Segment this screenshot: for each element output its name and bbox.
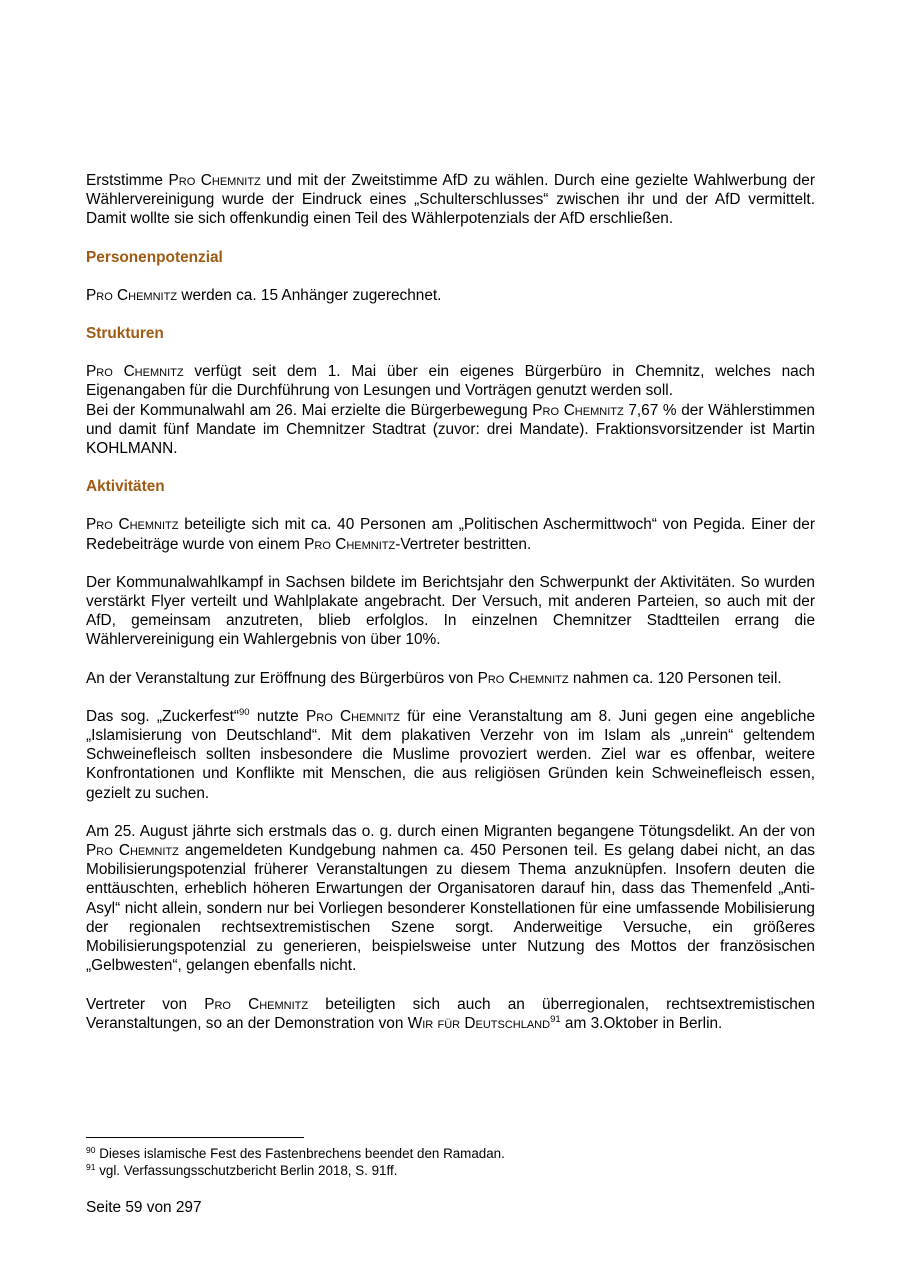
aktivitaeten-paragraph-2: Der Kommunalwahlkampf in Sachsen bildete im Berichtsjahr den Schwerpunkt der Aktivitäten. So wurden verstärkt Flyer verteilt und Wahlplakate angebracht. Der Versuch, mit anderen Parteien, so auch mit der AfD, gemeinsam anzutreten, blieb erfolglos. In einzelnen Chemnitzer Stadtteilen errang die Wählervereinigung ein Wahlergebnis von über 10%. xyxy=(86,573,815,649)
aktivitaeten-paragraph-4: Das sog. „Zuckerfest“$^{90}$ nutzte Pro Chemnitz für eine Veranstaltung am 8. Juni gegen eine angebliche „Islamisierung von Deutschland“. Mit dem plakativen Verzehr von im Islam als „unrein“ geltendem Schweinefleisch sollten insbesondere die Muslime provoziert werden. Ziel war es offenbar, weitere Konfrontationen und Konflikte mit Menschen, die aus religiösen Gründen kein Schweinefleisch essen, gezielt zu suchen. xyxy=(86,706,816,802)
aktivitaeten-paragraph-3: An der Veranstaltung zur Eröffnung des Bürgerbüros von Pro Chemnitz nahmen ca. 120 Personen teil. xyxy=(86,669,782,687)
aktivitaeten-paragraph-6: Vertreter von Pro Chemnitz beteiligten sich auch an überregionalen, rechtsextremistischen Veranstaltungen, so an der Demonstration von Wir für Deutschland$^{91}$ am 3.Oktober in Berlin. xyxy=(86,995,815,1032)
footnotes xyxy=(86,1145,815,1179)
footnote-ref-90[interactable]: 90 xyxy=(239,706,250,718)
heading-aktivitaeten: Aktivitäten xyxy=(86,478,165,496)
footnote-90: $^{90}$ Dieses islamische Fest des Fastenbrechens beendet den Ramadan. xyxy=(86,1145,505,1161)
aktivitaeten-paragraph-5: Am 25. August jährte sich erstmals das o. g. durch einen Migranten begangene Tötungsdelikt. An der von Pro Chemnitz angemeldeten Kundgebung nahmen ca. 450 Personen teil. Es gelang dabei nicht, an das Mobilisierungspotenzial früherer Veranstaltungen zu diesem Thema anzuknüpfen. Insofern deuten die enttäuschten, erheblich höheren Erwartungen der Organisatoren darauf hin, dass das Themenfeld „Anti-Asyl“ nicht allein, sondern nur bei Vorliegen besonderer Konstellationen für eine umfassende Mobilisierung der regionalen rechtsextremistischen Szene sorgt. Anderweitige Versuche, ein größeres Mobilisierungspotenzial zu generieren, beispielsweise unter Nutzung des Mottos der französischen „Gelbwesten“, gelangen ebenfalls nicht. xyxy=(86,822,815,975)
page-number: Seite 59 von 297 xyxy=(86,1199,202,1216)
aktivitaeten-paragraph-1: Pro Chemnitz beteiligte sich mit ca. 40 Personen am „Politischen Aschermittwoch“ von Pegida. Einer der Redebeiträge wurde von einem Pro Chemnitz-Vertreter bestritten. xyxy=(86,516,815,553)
heading-personenpotenzial: Personenpotenzial xyxy=(86,248,223,266)
strukturen-paragraph-1: Pro Chemnitz verfügt seit dem 1. Mai über ein eigenes Bürgerbüro in Chemnitz, welches nach Eigenangaben für die Durchführung von Lesungen und Vorträgen genutzt werden soll. xyxy=(86,363,815,400)
intro-paragraph: Erststimme Pro Chemnitz und mit der Zweitstimme AfD zu wählen. Durch eine gezielte Wahlwerbung der Wählervereinigung wurde der Eindruck eines „Schulterschlusses“ zwischen ihr und der AfD vermittelt. Damit wollte sie sich offenkundig einen Teil des Wählerpotenzials der AfD erschließen. xyxy=(86,172,815,228)
footnote-separator xyxy=(86,1137,304,1138)
heading-strukturen: Strukturen xyxy=(86,325,164,343)
page-body xyxy=(86,171,815,1033)
personenpotenzial-paragraph: Pro Chemnitz werden ca. 15 Anhänger zugerechnet. xyxy=(86,286,442,304)
footnote-91: $^{91}$ vgl. Verfassungsschutzbericht Berlin 2018, S. 91ff. xyxy=(86,1162,398,1178)
strukturen-paragraph-2: Bei der Kommunalwahl am 26. Mai erzielte die Bürgerbewegung Pro Chemnitz 7,67 % der Wählerstimmen und damit fünf Mandate im Chemnitzer Stadtrat (zuvor: drei Mandate). Fraktionsvorsitzender ist Martin KOHLMANN. xyxy=(86,401,815,458)
footnote-ref-91[interactable]: 91 xyxy=(550,1013,561,1025)
org-name: Pro Chemnitz xyxy=(168,172,261,189)
